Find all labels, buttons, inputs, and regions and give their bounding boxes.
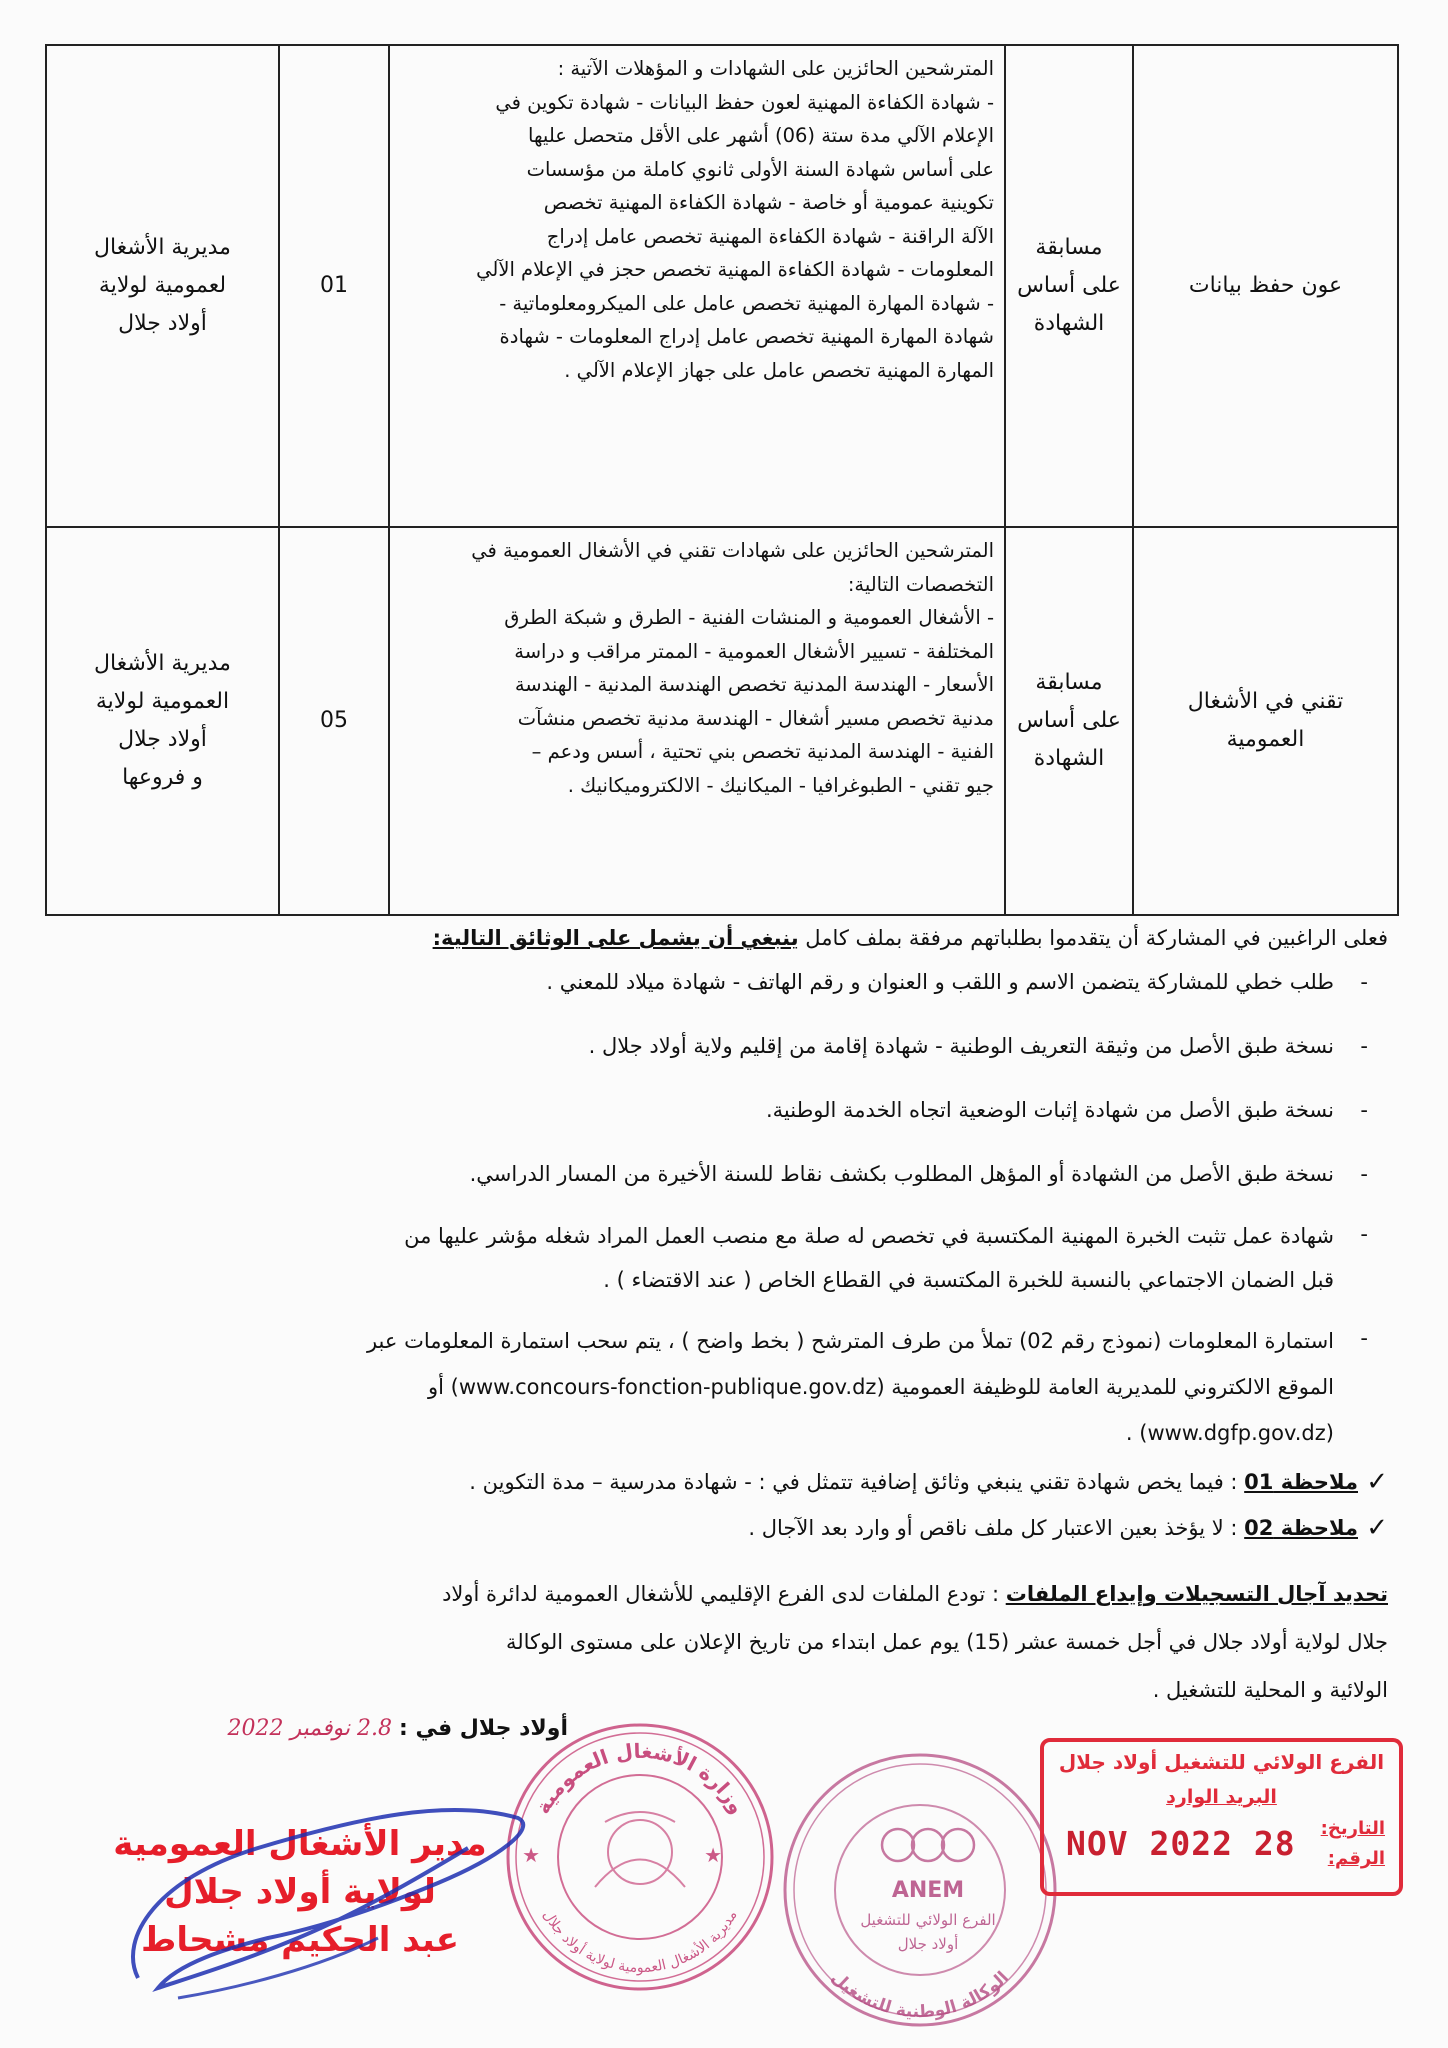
anem-seal-ring: الوكالة الوطنية للتشغيل	[827, 1967, 1013, 2023]
note-label: ملاحظة 02	[1244, 1516, 1358, 1540]
conditions-line: الآلة الراقنة - شهادة الكفاءة المهنية تخصص عامل إدراج	[546, 224, 994, 248]
employer-cell	[46, 527, 279, 915]
svg-text:★: ★	[704, 1843, 722, 1867]
positions-table	[45, 44, 1399, 916]
recruitment-mode-cell	[1005, 527, 1133, 915]
recruitment-mode-line: على أساس	[1017, 273, 1121, 298]
employer-line: مديرية الأشغال	[94, 235, 231, 260]
stamp-date-label: التاريخ:	[1320, 1818, 1385, 1839]
stamp-number-label: الرقم:	[1327, 1848, 1385, 1869]
notes-section	[88, 1462, 1388, 1548]
list-item	[88, 962, 1388, 1002]
conditions-line: الإعلام الآلي مدة ستة (06) أشهر على الأقل متحصل عليها	[528, 124, 994, 147]
signature-line: عبد الحكيم مشحاط	[141, 1920, 459, 1960]
positions-count: 01	[320, 273, 348, 298]
note-text: : فيما يخص شهادة تقني ينبغي وثائق إضافية تتمثل في : - شهادة مدرسية – مدة التكوين .	[469, 1470, 1238, 1494]
anem-center-text: الفرع الولائي للتشغيل	[860, 1911, 996, 1929]
conditions-line: المعلومات - شهادة الكفاءة المهنية تخصص حجز في الإعلام الآلي	[476, 258, 994, 281]
list-item	[88, 1318, 1388, 1456]
deadline-line: الولائية و المحلية للتشغيل .	[1152, 1678, 1388, 1702]
deadline-label: تحديد آجال التسجيلات وإيداع الملفات	[1005, 1582, 1388, 1606]
conditions-cell	[389, 527, 1005, 915]
positions-count-cell	[279, 527, 389, 915]
table-row	[46, 527, 1398, 915]
note-item	[88, 1508, 1388, 1548]
recruitment-mode-line: مسابقة	[1035, 670, 1103, 695]
employer-line: أولاد جلال	[118, 727, 207, 752]
conditions-line: على أساس شهادة السنة الأولى ثانوي كاملة من مؤسسات	[526, 157, 994, 181]
conditions-cell	[389, 45, 1005, 527]
conditions-line: المترشحين الحائزين على شهادات تقني في الأشغال العمومية في	[471, 539, 994, 562]
document-line: قبل الضمان الاجتماعي بالنسبة للخبرة المكتسبة في القطاع الخاص ( عند الاقتضاء ) .	[603, 1268, 1334, 1292]
recruitment-mode-line: على أساس	[1017, 708, 1121, 733]
note-item	[88, 1462, 1388, 1502]
document-line: - نسخة طبق الأصل من الشهادة أو المؤهل المطلوب بكشف نقاط للسنة الأخيرة من المسار الدراسي.	[469, 1162, 1334, 1186]
document-line: - استمارة المعلومات (نموذج رقم 02) تملأ من طرف المترشح ( بخط واضح ) ، يتم سحب استمارة المعلومات عبر	[366, 1329, 1334, 1353]
deadline-line	[88, 1570, 1388, 1618]
document-line: - نسخة طبق الأصل من وثيقة التعريف الوطنية - شهادة إقامة من إقليم ولاية أولاد جلال .	[588, 1034, 1334, 1058]
anem-acronym: ANEM	[891, 1878, 965, 1903]
handwritten-month: نوفمبر	[290, 1716, 351, 1741]
anem-city-text: أولاد جلال	[897, 1935, 959, 1953]
received-mail-stamp	[1040, 1738, 1403, 1896]
deadline-text: : تودع الملفات لدى الفرع الإقليمي للأشغال العمومية لدائرة أولاد	[442, 1582, 1000, 1606]
conditions-line: المهارة المهنية تخصص عامل على جهاز الإعلام الآلي .	[564, 358, 994, 382]
document-line: - شهادة عمل تثبت الخبرة المهنية المكتسبة في تخصص له صلة مع منصب العمل المراد شغله مؤشر عليها من	[404, 1224, 1334, 1248]
ministry-seal-top: وزارة الأشغال العمومية	[530, 1738, 750, 1818]
post-title-cell	[1133, 45, 1398, 527]
conditions-line: الأسعار - الهندسة المدنية تخصص الهندسة المدنية - الهندسة	[514, 673, 994, 696]
checkmark-icon: ✓	[1366, 1513, 1388, 1543]
note-label: ملاحظة 01	[1244, 1470, 1358, 1494]
employer-line: أولاد جلال	[118, 311, 207, 336]
signature-line: مدير الأشغال العمومية	[113, 1824, 487, 1864]
employer-line: العمومية لولاية	[95, 689, 230, 714]
recruitment-mode-cell	[1005, 45, 1133, 527]
employer-line: مديرية الأشغال	[94, 651, 231, 676]
recruitment-mode-line: الشهادة	[1033, 746, 1105, 771]
list-item	[88, 1214, 1388, 1302]
conditions-line: شهادة المهارة المهنية تخصص عامل إدراج المعلومات - شهادة	[499, 325, 994, 348]
deadline-paragraph	[88, 1570, 1388, 1714]
svg-text:★: ★	[522, 1843, 540, 1867]
table-row	[46, 45, 1398, 527]
conditions-line: المترشحين الحائزين على الشهادات و المؤهلات الآتية :	[557, 57, 994, 80]
positions-count: 05	[320, 708, 348, 733]
documents-list	[88, 962, 1388, 1456]
list-item	[88, 1090, 1388, 1130]
ministry-seal	[500, 1712, 780, 1992]
required-documents	[88, 962, 1388, 1456]
list-item	[88, 1026, 1388, 1066]
document-line: الموقع الالكتروني للمديرية العامة للوظيفة العمومية (www.concours-fonction-publique.gov.dz) أو	[427, 1375, 1334, 1399]
anem-seal	[770, 1745, 1070, 2035]
conditions-line: مدنية تخصص مسير أشغال - الهندسة مدنية تخصص منشآت	[517, 706, 994, 730]
conditions-line: - شهادة الكفاءة المهنية لعون حفظ البيانات - شهادة تكوين في	[495, 90, 994, 114]
checkmark-icon: ✓	[1366, 1467, 1388, 1497]
recruitment-mode-line: الشهادة	[1033, 311, 1105, 336]
post-title: عون حفظ بيانات	[1188, 273, 1343, 298]
intro-emphasis: ينبغي أن يشمل على الوثائق التالية:	[432, 926, 799, 950]
employer-cell	[46, 45, 279, 527]
intro-paragraph	[88, 918, 1388, 958]
post-title-cell	[1133, 527, 1398, 915]
list-item	[88, 1154, 1388, 1194]
conditions-line: جيو تقني - الطبوغرافيا - الميكانيك - الالكتروميكانيك .	[567, 773, 994, 797]
document-line: - نسخة طبق الأصل من شهادة إثبات الوضعية اتجاه الخدمة الوطنية.	[765, 1098, 1334, 1122]
conditions-line: - شهادة المهارة المهنية تخصص عامل على الميكرومعلوماتية -	[499, 291, 994, 315]
employer-line: لعمومية لولاية	[98, 273, 227, 298]
conditions-line: التخصصات التالية:	[847, 572, 994, 596]
signature-line: لولاية أولاد جلال	[164, 1872, 436, 1912]
note-text: : لا يؤخذ بعين الاعتبار كل ملف ناقص أو وارد بعد الآجال .	[748, 1516, 1238, 1540]
recruitment-mode-line: مسابقة	[1035, 235, 1103, 260]
document-line: - طلب خطي للمشاركة يتضمن الاسم و اللقب و العنوان و رقم الهاتف - شهادة ميلاد للمعني .	[546, 970, 1334, 994]
employer-line: و فروعها	[122, 765, 203, 790]
stamp-office-line: الفرع الولائي للتشغيل أولاد جلال	[1058, 1750, 1385, 1774]
handwritten-signature	[118, 1788, 538, 2008]
conditions-line: الفنية - الهندسة المدنية تخصص بني تحتية ، أسس ودعم –	[531, 740, 994, 763]
deadline-line: جلال لولاية أولاد جلال في أجل خمسة عشر (15) يوم عمل ابتداء من تاريخ الإعلان على مستوى الوكالة	[505, 1630, 1388, 1654]
intro-text: فعلى الراغبين في المشاركة أن يتقدموا بطلباتهم مرفقة بملف كامل	[805, 926, 1388, 950]
handwritten-year: 2022	[227, 1716, 284, 1741]
document-line: (www.dgfp.gov.dz) .	[1125, 1421, 1334, 1445]
positions-count-cell	[279, 45, 389, 527]
post-title: تقني في الأشغال العمومية	[1187, 689, 1344, 752]
place-date-label: أولاد جلال في :	[399, 1716, 568, 1741]
svg-text:مديرية الأشغال العمومية لولاية	[539, 1908, 740, 1976]
stamp-mail-line: البريد الوارد	[1166, 1786, 1277, 1808]
ministry-seal-bottom: مديرية الأشغال العمومية لولاية أولاد جلال	[539, 1907, 741, 1977]
handwritten-day: 2.8	[357, 1716, 393, 1741]
conditions-line: تكوينية عمومية أو خاصة - شهادة الكفاءة المهنية تخصص	[543, 191, 994, 214]
stamp-date: 28 NOV 2022	[1066, 1824, 1296, 1863]
conditions-line: المختلفة - تسيير الأشغال العمومية - الممتر مراقب و دراسة	[514, 639, 994, 663]
conditions-line: - الأشغال العمومية و المنشات الفنية - الطرق و شبكة الطرق	[504, 606, 994, 629]
